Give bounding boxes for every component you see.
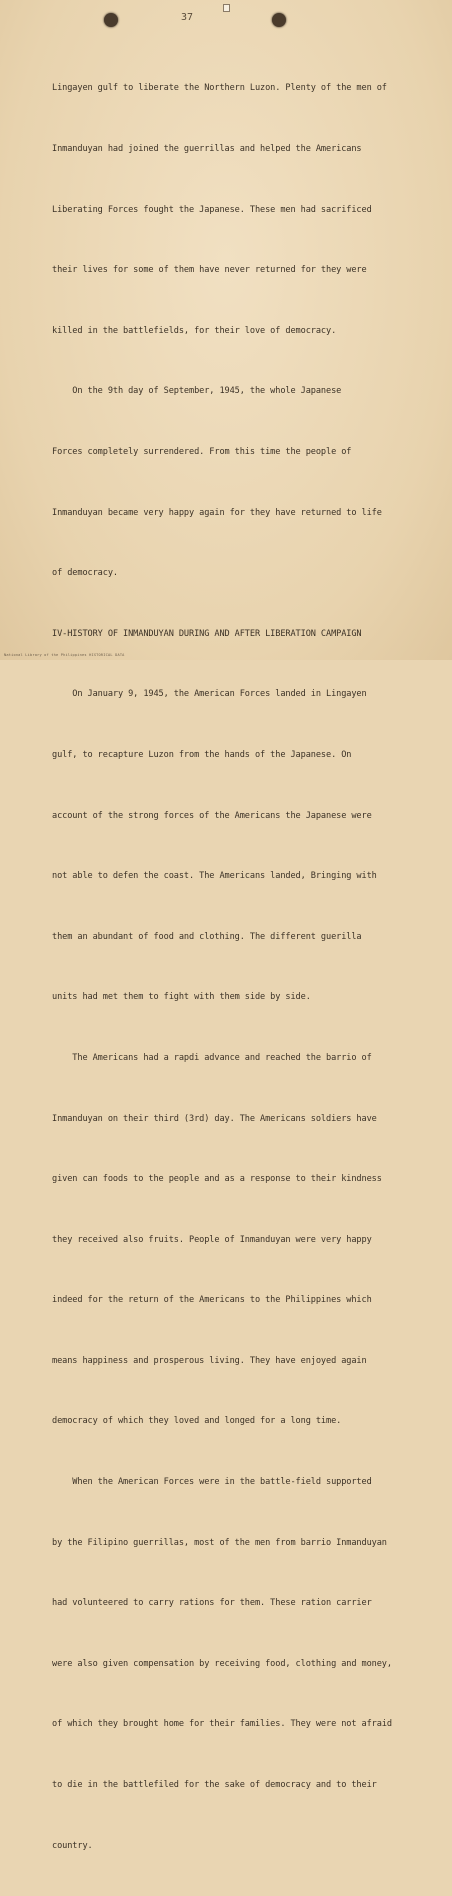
text-line: Inmanduyan had joined the guerrillas and helped the Americans <box>52 144 362 154</box>
text-line: not able to defen the coast. The Americans landed, Bringing with <box>52 871 377 882</box>
section-heading: IV-HISTORY OF INMANDUYAN DURING AND AFTER LIBERATION CAMPAIGN <box>52 628 362 639</box>
text-line: democracy of which they loved and longed for a long time. <box>52 1416 342 1427</box>
text-line: The Americans had a rapdi advance and reached the barrio of <box>52 1052 372 1063</box>
text-line: indeed for the return of the Americans to the Philippines which <box>52 1295 372 1306</box>
page-number: 37 <box>181 12 194 23</box>
text-line: of democracy. <box>52 568 118 579</box>
text-line: they received also fruits. People of Inmanduyan were very happy <box>52 1234 372 1245</box>
text-line: When the American Forces were in the battle-field supported <box>52 1477 372 1488</box>
text-line: their lives for some of them have never returned for they were <box>52 265 367 276</box>
text-line: were also given compensation by receiving food, clothing and money, <box>52 1658 392 1669</box>
text-line: country. <box>52 1840 93 1851</box>
text-line: Inmanduyan on their third (3rd) day. The Americans soldiers have <box>52 1113 377 1124</box>
typed-text-body <box>52 38 432 1896</box>
text-line: had volunteered to carry rations for them. These ration carrier <box>52 1598 372 1609</box>
scan-marker <box>223 4 230 12</box>
punch-hole-right <box>272 13 286 27</box>
text-line: them an abundant of food and clothing. The different guerilla <box>52 931 362 942</box>
text-line: Forces completely surrendered. From this time the people of <box>52 446 352 457</box>
text-line: On the 9th day of September, 1945, the whole Japanese <box>52 386 342 397</box>
text-line: gulf, to recapture Luzon from the hands of the Japanese. On <box>52 749 352 760</box>
text-line: Liberating Forces fought the Japanese. These men had sacrificed <box>52 204 372 215</box>
text-line: On January 9, 1945, the American Forces landed in Lingayen <box>52 689 367 700</box>
text-line: given can foods to the people and as a response to their kindness <box>52 1174 382 1185</box>
archive-footer: National Library of the Philippines HISTORICAL DATA <box>4 653 125 657</box>
text-line: by the Filipino guerrillas, most of the men from barrio Inmanduyan <box>52 1537 387 1548</box>
text-line: means happiness and prosperous living. They have enjoyed again <box>52 1355 367 1366</box>
text-line: to die in the battlefiled for the sake of democracy and to their <box>52 1780 377 1791</box>
text-line: units had met them to fight with them side by side. <box>52 992 311 1003</box>
punch-hole-left <box>104 13 118 27</box>
text-line: account of the strong forces of the Americans the Japanese were <box>52 810 372 821</box>
text-line: of which they brought home for their families. They were not afraid <box>52 1719 392 1730</box>
text-line: killed in the battlefields, for their love of democracy. <box>52 325 337 336</box>
text-line: Lingayen gulf to liberate the Northern Luzon. Plenty of the men of <box>52 83 387 94</box>
text-line: Inmanduyan became very happy again for they have returned to life <box>52 507 382 518</box>
